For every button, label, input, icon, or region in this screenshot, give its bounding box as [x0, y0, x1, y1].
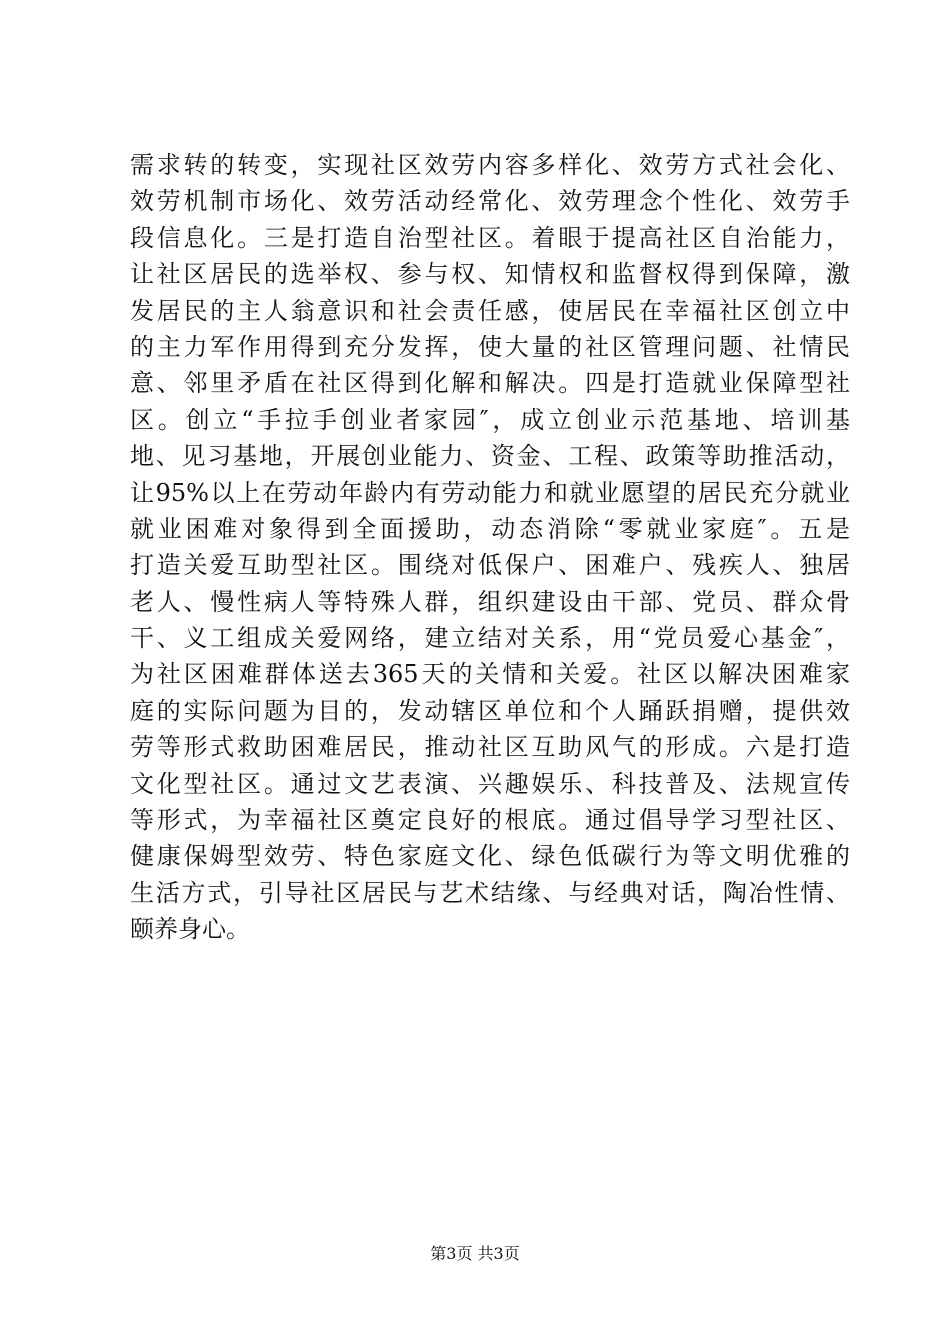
text-line: 段信息化。三是打造自治型社区。着眼于提高社区自治能力，: [130, 223, 850, 252]
text-line: 文化型社区。通过文艺表演、兴趣娱乐、科技普及、法规宣传: [130, 769, 850, 798]
text-line: 干、义工组成关爱网络，建立结对关系，用“党员爱心基金″，: [130, 624, 850, 653]
text-line: 需求转的转变，实现社区效劳内容多样化、效劳方式社会化、: [130, 151, 850, 179]
text-line: 发居民的主人翁意识和社会责任感，使居民在幸福社区创立中: [130, 296, 850, 325]
text-line: 劳等形式救助困难居民，推动社区互助风气的形成。六是打造: [130, 733, 850, 762]
text-line: 意、邻里矛盾在社区得到化解和解决。四是打造就业保障型社: [130, 369, 850, 398]
text-line: 健康保姆型效劳、特色家庭文化、绿色低碳行为等文明优雅的: [130, 842, 850, 871]
text-line: 的主力军作用得到充分发挥，使大量的社区管理问题、社情民: [130, 332, 850, 361]
text-line: 生活方式，引导社区居民与艺术结缘、与经典对话，陶冶性情、: [130, 878, 850, 907]
text-line: 让95%以上在劳动年龄内有劳动能力和就业愿望的居民充分就业: [130, 478, 850, 507]
text-line: 打造关爱互助型社区。围绕对低保户、困难户、残疾人、独居: [130, 551, 850, 580]
text-line-last: 颐养身心。: [130, 915, 250, 944]
page-number-footer: 第3页 共3页: [430, 1244, 520, 1263]
text-line: 效劳机制市场化、效劳活动经常化、效劳理念个性化、效劳手: [130, 187, 850, 216]
text-line: 区。创立“手拉手创业者家园″，成立创业示范基地、培训基: [130, 405, 850, 434]
text-line: 就业困难对象得到全面援助，动态消除“零就业家庭″。五是: [130, 514, 850, 543]
text-line: 地、见习基地，开展创业能力、资金、工程、政策等助推活动，: [130, 442, 850, 471]
body-paragraph: [130, 147, 850, 948]
text-line: 为社区困难群体送去365天的关情和关爱。社区以解决困难家: [130, 660, 850, 689]
text-line: 让社区居民的选举权、参与权、知情权和监督权得到保障，激: [130, 260, 850, 289]
text-line: 等形式，为幸福社区奠定良好的根底。通过倡导学习型社区、: [130, 806, 850, 835]
text-line: 庭的实际问题为目的，发动辖区单位和个人踊跃捐赠，提供效: [130, 696, 850, 725]
text-line: 老人、慢性病人等特殊人群，组织建设由干部、党员、群众骨: [130, 587, 850, 616]
